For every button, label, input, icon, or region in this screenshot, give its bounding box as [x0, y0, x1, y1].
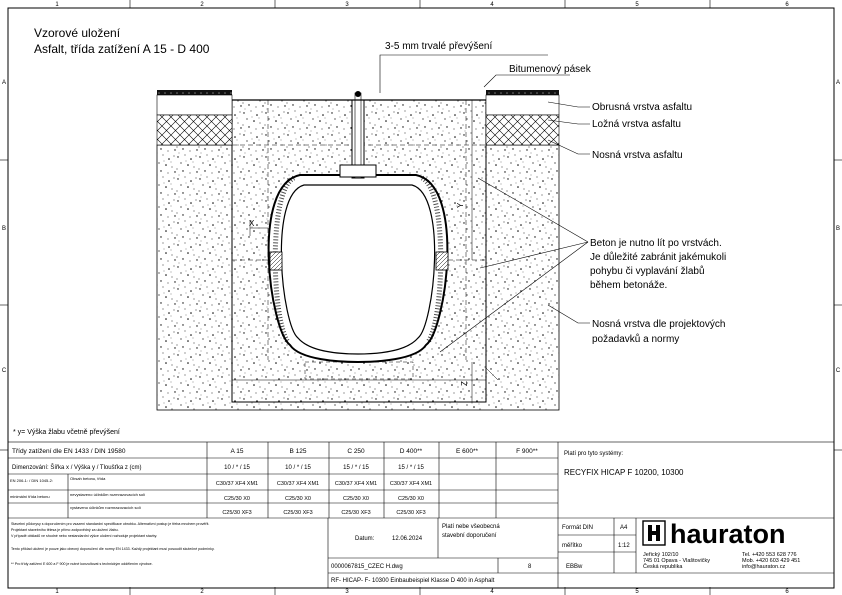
company-address: 745 01 Opava - Vlaštovičky: [643, 558, 710, 564]
concrete-class: C25/30 XF3: [283, 510, 313, 516]
concrete-class: C25/30 X0: [398, 496, 424, 502]
asphalt-binder-left: [157, 95, 232, 115]
note-valid: Platí nebe všeobecná: [442, 524, 500, 530]
concrete-class: C25/30 X0: [343, 496, 369, 502]
grid-row-label: A: [835, 80, 841, 86]
concrete-class: C25/30 X0: [285, 496, 311, 502]
logo-wordmark: hauraton: [670, 519, 786, 549]
grid-col-label: 1: [55, 589, 59, 595]
drawing-author: EBBw: [566, 564, 583, 570]
grid-col-label: 6: [785, 2, 789, 8]
concrete-class: C30/37 XF4 XM1: [389, 481, 433, 487]
company-address: Česká republika: [643, 564, 683, 570]
applies-value: RECYFIX HICAP F 10200, 10300: [564, 468, 684, 477]
concrete-class: C25/30 XF3: [341, 510, 371, 516]
company-contact: Mob. +420 603 429 451: [742, 558, 801, 564]
row-group: EN 206-1: / DIN 1045-2:: [10, 478, 53, 483]
callout-concrete-2: Je důležité zabránit jakémukoli: [590, 252, 727, 263]
callout-subbase-2: požadavků a normy: [592, 334, 680, 345]
callout-elevation: 3-5 mm trvalé převýšení: [385, 41, 493, 52]
row-label: Obsah betonu, třída: [70, 476, 106, 481]
drawing-index: 8: [528, 564, 532, 570]
note-valid: stavební doporučení: [442, 533, 497, 539]
cross-section: [157, 90, 559, 410]
row-label: nevystaveno účinkům rozmrazovacích solí: [70, 492, 146, 497]
date-value: 12.06.2024: [392, 536, 423, 542]
table-header-label: Třídy zatížení dle EN 1433 / DIN 19580: [12, 448, 126, 455]
channel-inner: [281, 185, 434, 354]
grid-col-label: 4: [490, 2, 494, 8]
asphalt-base-left: [157, 115, 232, 145]
date-label: Datum:: [355, 536, 375, 542]
scale-value: 1:12: [618, 543, 630, 549]
callout-wearing: Obrusná vrstva asfaltu: [592, 102, 693, 113]
company-contact: info@hauraton.cz: [742, 564, 786, 570]
asphalt-binder-right: [486, 95, 559, 115]
grid-row-label: B: [835, 226, 841, 232]
row-label: vystaveno účinkům rozmrazovacích solí: [70, 505, 141, 510]
company-logo: [643, 519, 786, 549]
note: V případě obkladů ve shodné nebo nestandardní výšce uložení rozhoduje projektant stavby.: [11, 534, 158, 538]
applies-label: Platí pro tyto systémy:: [564, 451, 624, 457]
grid-row-label: B: [1, 226, 7, 232]
company-address: Jeřický 102/10: [643, 552, 679, 558]
footnote: * y= Výška žlabu včetně převýšení: [13, 429, 120, 436]
grid-col-label: 5: [635, 589, 639, 595]
dim-z-label: Z: [460, 381, 469, 386]
grid-row-label: C: [1, 368, 7, 374]
grid-row-label: C: [835, 368, 841, 374]
load-class: C 250: [347, 448, 365, 455]
asphalt-base-right: [486, 115, 559, 145]
callout-subbase-1: Nosná vrstva dle projektových: [592, 319, 726, 330]
grid-col-label: 4: [490, 589, 494, 595]
drawing-subtitle: Asfalt, třída zatížení A 15 - D 400: [34, 42, 210, 56]
callout-binder: Ložná vrstva asfaltu: [592, 119, 681, 130]
row-group: minimální třída betonu: [10, 494, 50, 499]
load-class: B 125: [289, 448, 307, 455]
callout-concrete-1: Beton je nutno lít po vrstvách.: [590, 238, 722, 249]
load-class: A 15: [230, 448, 244, 455]
concrete-class: C30/37 XF4 XM1: [276, 481, 320, 487]
grid-row-label: A: [1, 80, 7, 86]
load-class: E 600**: [455, 448, 479, 455]
drawing-caption: RF- HICAP- F- 10300 Einbaubeispiel Klasse D 400 in Asphalt: [331, 578, 495, 584]
concrete-class: C30/37 XF4 XM1: [215, 481, 259, 487]
concrete-class: C25/30 XF3: [222, 510, 252, 516]
dim-x-label: X: [249, 219, 255, 228]
dim-value: 10 / * / 15: [285, 465, 311, 471]
load-class: D 400**: [399, 448, 423, 455]
grid-col-label: 2: [200, 589, 204, 595]
dim-label: Dimenzování: Šířka x / Výška y / Tloušťka z (cm): [12, 465, 142, 471]
concrete-class: C25/30 X0: [224, 496, 250, 502]
callout-bitumen: Bitumenový pásek: [509, 64, 591, 75]
format-label: Formát DIN: [562, 525, 594, 531]
note: ** Pro třídy zatížení E 600 a F 900 je nutné konzultovat s technickým oddělením výrobce.: [11, 562, 153, 566]
note: Stavební půdorysy s doporučením pro vsazení standardní specifikace obrobku. Alternativní postup je třeba mnohem prověřit.: [11, 522, 210, 526]
concrete-class: C30/37 XF4 XM1: [334, 481, 378, 487]
note: Projektant stavebního tělesa je přímo zodpovědný za uložení žlabu.: [11, 528, 119, 532]
grid-col-label: 6: [785, 589, 789, 595]
asphalt-wearing-left: [157, 90, 232, 95]
dim-value: 15 / * / 15: [343, 465, 369, 471]
callout-base: Nosná vrstva asfaltu: [592, 150, 683, 161]
grid-col-label: 5: [635, 2, 639, 8]
dim-y-label: Y: [456, 202, 465, 208]
drawing-number: 0000067815_CZEC H.dwg: [331, 564, 403, 570]
scale-label: měřítko: [562, 543, 583, 549]
drawing-title: Vzorové uložení: [34, 26, 121, 40]
dim-value: 15 / * / 15: [398, 465, 424, 471]
load-class: F 900**: [516, 448, 538, 455]
grid-col-label: 1: [55, 2, 59, 8]
format-value: A4: [620, 525, 628, 531]
grid-col-label: 3: [345, 2, 349, 8]
asphalt-wearing-right: [486, 90, 559, 95]
grid-col-label: 2: [200, 2, 204, 8]
grid-col-label: 3: [345, 589, 349, 595]
company-contact: Tel. +420 553 628 776: [742, 552, 797, 558]
callout-concrete-3: pohybu či vyplavání žlabů: [590, 266, 705, 277]
note: Tento příklad uložení je pouze jako obecný doporučení dle normy EN 1433. Každý projektant musí posoudit skutečné podmínky.: [11, 547, 215, 551]
concrete-class: C25/30 XF3: [396, 510, 426, 516]
callout-concrete-4: během betonáže.: [590, 280, 668, 291]
dim-value: 10 / * / 15: [224, 465, 250, 471]
